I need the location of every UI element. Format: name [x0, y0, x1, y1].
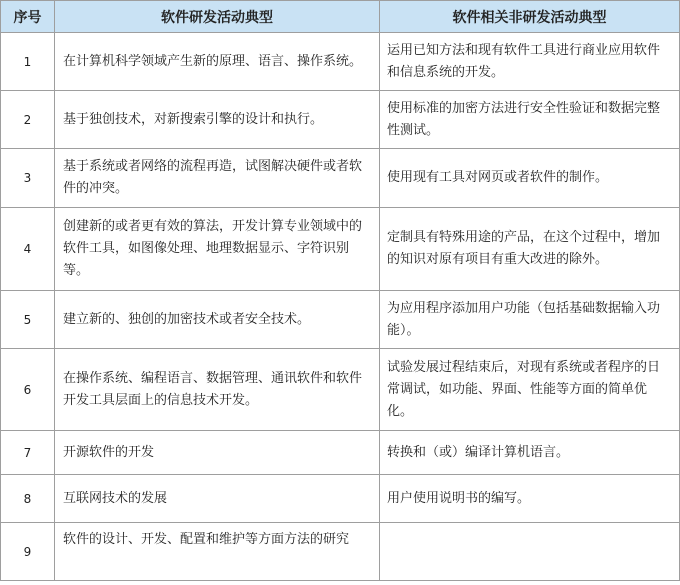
table-row	[1, 431, 680, 475]
row-number: 1	[1, 33, 55, 91]
row-number: 7	[1, 431, 55, 475]
rd-activity-cell: 在操作系统、编程语言、数据管理、通讯软件和软件开发工具层面上的信息技术开发。	[55, 349, 380, 431]
row-number: 5	[1, 291, 55, 349]
table-row	[1, 349, 680, 431]
row-number: 4	[1, 208, 55, 291]
non-rd-activity-cell: 定制具有特殊用途的产品，在这个过程中，增加的知识对原有项目有重大改进的除外。	[380, 208, 680, 291]
table-row	[1, 523, 680, 581]
rd-activity-cell: 软件的设计、开发、配置和维护等方面方法的研究	[55, 523, 380, 581]
row-number: 9	[1, 523, 55, 581]
rd-activity-cell: 基于独创技术，对新搜索引擎的设计和执行。	[55, 91, 380, 149]
table-row	[1, 208, 680, 291]
rd-activity-cell: 在计算机科学领域产生新的原理、语言、操作系统。	[55, 33, 380, 91]
non-rd-activity-cell	[380, 523, 680, 581]
table-row	[1, 475, 680, 523]
rd-activity-cell: 开源软件的开发	[55, 431, 380, 475]
non-rd-activity-cell: 转换和（或）编译计算机语言。	[380, 431, 680, 475]
non-rd-activity-cell: 使用标准的加密方法进行安全性验证和数据完整性测试。	[380, 91, 680, 149]
table-row	[1, 149, 680, 208]
table-row	[1, 33, 680, 91]
row-number: 2	[1, 91, 55, 149]
non-rd-activity-cell: 为应用程序添加用户功能（包括基础数据输入功能）。	[380, 291, 680, 349]
rd-activity-cell: 互联网技术的发展	[55, 475, 380, 523]
table-row	[1, 91, 680, 149]
non-rd-activity-cell: 运用已知方法和现有软件工具进行商业应用软件和信息系统的开发。	[380, 33, 680, 91]
row-number: 3	[1, 149, 55, 208]
rd-activity-cell: 基于系统或者网络的流程再造，试图解决硬件或者软件的冲突。	[55, 149, 380, 208]
non-rd-activity-cell: 用户使用说明书的编写。	[380, 475, 680, 523]
rd-activity-cell: 建立新的、独创的加密技术或者安全技术。	[55, 291, 380, 349]
non-rd-activity-cell: 使用现有工具对网页或者软件的制作。	[380, 149, 680, 208]
header-rd-activities: 软件研发活动典型	[55, 1, 380, 33]
header-row	[1, 1, 680, 33]
row-number: 6	[1, 349, 55, 431]
header-index: 序号	[1, 1, 55, 33]
header-non-rd-activities: 软件相关非研发活动典型	[380, 1, 680, 33]
rd-activity-cell: 创建新的或者更有效的算法，开发计算专业领域中的软件工具，如图像处理、地理数据显示、字符识别等。	[55, 208, 380, 291]
row-number: 8	[1, 475, 55, 523]
non-rd-activity-cell: 试验发展过程结束后，对现有系统或者程序的日常调试，如功能、界面、性能等方面的简单优化。	[380, 349, 680, 431]
table-row	[1, 291, 680, 349]
